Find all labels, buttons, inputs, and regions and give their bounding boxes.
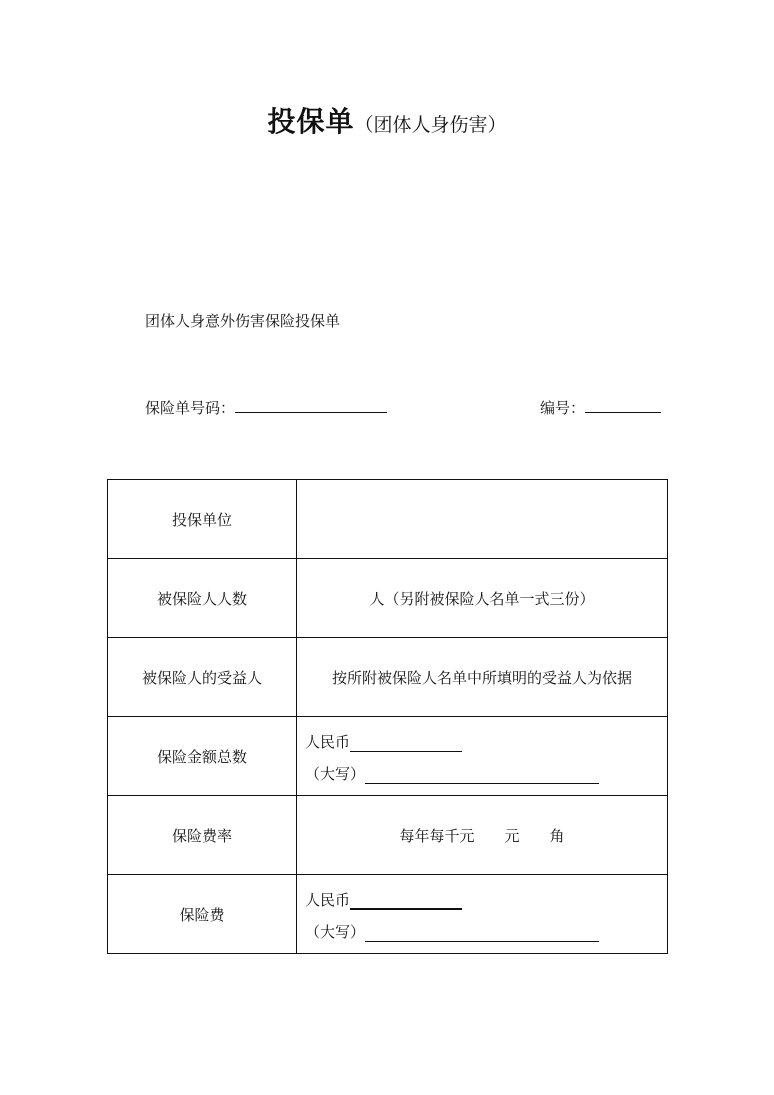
table-row xyxy=(108,717,668,796)
daxie-label: （大写） xyxy=(305,923,366,941)
beneficiary-value: 按所附被保险人名单中所填明的受益人为依据 xyxy=(297,638,668,717)
sum-insured-daxie-blank[interactable] xyxy=(365,767,599,784)
policy-number-blank[interactable] xyxy=(235,396,387,413)
page-title xyxy=(0,100,774,140)
row-label-premium: 保险费 xyxy=(108,875,297,954)
row-label-applicant: 投保单位 xyxy=(108,480,297,559)
policy-number-label: 保险单号码： xyxy=(145,399,236,417)
table-row xyxy=(108,559,668,638)
rate-yuan: 元 xyxy=(504,826,520,845)
insured-count-value: 人（另附被保险人名单一式三份） xyxy=(297,559,668,638)
serial-number-blank[interactable] xyxy=(585,396,661,413)
sum-insured-rmb-line xyxy=(305,728,667,752)
premium-daxie-blank[interactable] xyxy=(365,925,599,942)
title-main: 投保单 xyxy=(267,105,355,138)
premium-daxie-line xyxy=(305,918,667,942)
row-label-insured-count: 被保险人人数 xyxy=(108,559,297,638)
row-label-premium-rate: 保险费率 xyxy=(108,796,297,875)
premium-cell xyxy=(297,875,668,954)
sum-insured-rmb-blank[interactable] xyxy=(350,735,462,752)
applicant-unit-field[interactable] xyxy=(297,480,668,559)
rmb-label: 人民币 xyxy=(305,733,351,751)
form-subtitle: 团体人身意外伤害保险投保单 xyxy=(145,312,341,330)
premium-rate-cell xyxy=(297,796,668,875)
table-row xyxy=(108,480,668,559)
table-row xyxy=(108,638,668,717)
sum-insured-daxie-line xyxy=(305,760,667,784)
table-row xyxy=(108,875,668,954)
row-label-beneficiary: 被保险人的受益人 xyxy=(108,638,297,717)
serial-number-field xyxy=(540,396,661,418)
premium-rmb-line xyxy=(305,886,667,910)
rate-prefix: 每年每千元 xyxy=(399,826,475,845)
title-sub: （团体人身伤害） xyxy=(354,114,507,136)
application-form-table xyxy=(107,479,668,954)
rmb-label: 人民币 xyxy=(305,891,351,909)
table-row xyxy=(108,796,668,875)
daxie-label: （大写） xyxy=(305,765,366,783)
policy-number-field xyxy=(145,396,387,418)
serial-number-label: 编号： xyxy=(540,399,586,417)
rate-jiao: 角 xyxy=(549,826,565,845)
premium-rmb-blank[interactable] xyxy=(350,892,462,910)
row-label-sum-insured: 保险金额总数 xyxy=(108,717,297,796)
sum-insured-cell xyxy=(297,717,668,796)
